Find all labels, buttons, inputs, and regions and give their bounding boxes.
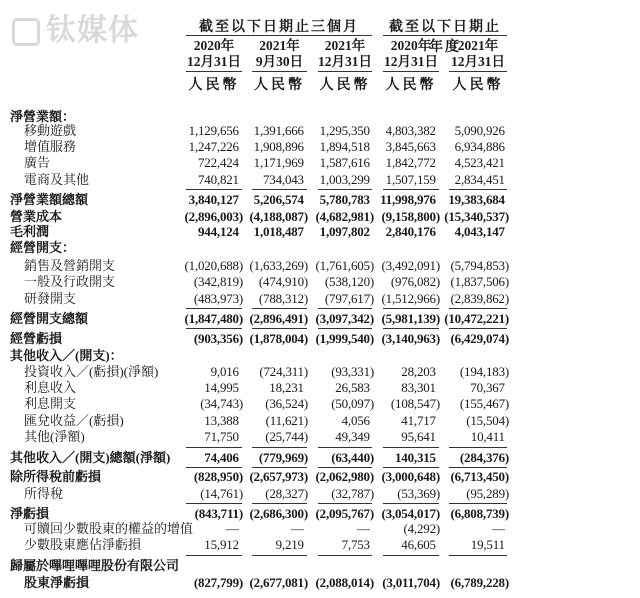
row-value: (903,356) [193,331,243,346]
row-value: (2,095,767) [315,506,374,521]
column-currency: 人民幣 [254,78,305,93]
table-row [0,172,640,188]
row-value: (15,504) [466,413,509,428]
row-value: 74,406 [204,450,239,465]
row-value: 3,840,127 [188,192,239,207]
row-value: (976,082) [390,274,440,289]
table-row [0,240,640,256]
row-value: (2,062,980) [315,469,374,484]
row-value: (843,711) [194,506,243,521]
row-value: 13,388 [204,413,239,428]
row-value: 7,753 [341,537,370,552]
row-value: 6,934,886 [454,139,505,154]
row-value: (2,686,300) [249,506,308,521]
row-value: (1,847,480) [184,311,243,326]
divider [318,71,372,72]
divider [252,71,307,72]
row-value: 1,247,226 [188,139,239,154]
row-label: 所得稅 [24,486,64,501]
table-row [0,558,640,574]
table-row [0,537,640,553]
row-value: 944,124 [198,224,239,239]
column-date: 12月31日 [187,54,241,69]
divider [186,467,242,468]
column-date: 9月30日 [255,54,304,69]
row-value: (28,327) [265,486,308,501]
row-label: 其他收入／(開支)總額(淨額) [10,450,171,465]
column-currency: 人民幣 [188,78,240,93]
divider [252,555,307,556]
row-value: (3,000,648) [381,469,440,484]
row-label: 歸屬於嗶哩嗶哩股份有限公司 [10,558,180,573]
row-label: 淨虧損 [10,506,50,521]
row-label: 淨營業額總額 [10,192,89,207]
divider [383,308,439,309]
row-value: 49,349 [335,429,370,444]
row-value: (5,981,139) [381,311,440,326]
table-row [0,224,640,240]
table-row [0,396,640,412]
row-value: — [226,521,239,536]
row-label: 毛利潤 [10,224,50,239]
row-value: 83,301 [401,380,436,395]
divider [449,328,507,329]
column-header [252,38,307,70]
row-value: (32,787) [331,486,374,501]
row-value: 19,511 [470,537,505,552]
table-row [0,291,640,307]
divider [186,189,242,190]
row-label: 一般及行政開支 [24,274,116,289]
row-value: (538,120) [324,274,374,289]
row-label: 營業成本 [10,209,63,224]
row-value: (779,969) [258,450,308,465]
row-value: (6,808,739) [450,506,509,521]
row-value: (4,188,087) [249,209,308,224]
divider [449,447,507,448]
divider [252,467,307,468]
row-value: (2,088,014) [315,575,374,590]
row-value: 1,295,350 [319,123,370,138]
row-value: (3,097,342) [315,311,374,326]
row-label: 股東淨虧損 [24,575,90,590]
row-value: (1,512,966) [381,291,440,306]
row-value: (34,743) [200,396,243,411]
row-value: (342,819) [193,274,243,289]
row-value: — [492,521,505,536]
row-value: (1,837,506) [450,274,509,289]
row-value: (5,794,853) [450,258,509,273]
column-year: 2021年 [324,38,366,53]
divider [186,71,242,72]
row-label: 其他(淨額) [24,429,85,444]
column-year: 2020年 [390,38,432,53]
watermark-logo: 钛媒体 [12,14,139,48]
table-row [0,575,640,591]
row-value: (1,020,688) [184,258,243,273]
column-date: 12月31日 [384,54,438,69]
row-value: 11,998,976 [380,192,436,207]
row-value: 71,750 [204,429,239,444]
row-value: 140,315 [395,450,436,465]
divider [186,447,242,448]
row-value: (14,761) [200,486,243,501]
divider [186,503,242,504]
table-row [0,364,640,380]
row-label: 其他收入／(開支)： [10,348,123,363]
row-value: 19,383,684 [448,192,505,207]
row-value: 9,016 [210,364,239,379]
table-row [0,123,640,139]
row-value: 1,129,656 [188,123,239,138]
column-currency: 人民幣 [385,78,437,93]
row-value: (1,761,605) [315,258,374,273]
row-value: (3,011,704) [382,575,440,590]
row-value: (6,713,450) [450,469,509,484]
row-value: 14,995 [204,380,239,395]
row-value: 4,523,421 [454,155,505,170]
row-value: (483,973) [193,291,243,306]
row-label: 增值服務 [24,139,77,154]
divider [383,467,439,468]
row-value: 4,043,147 [454,224,505,239]
row-value: 5,206,574 [253,192,304,207]
divider [383,447,439,448]
row-value: (474,910) [258,274,308,289]
row-value: 26,583 [335,380,370,395]
group-header-three-months: 截至以下日期止三個月 [199,20,359,35]
divider [252,503,307,504]
row-value: (6,789,228) [450,575,509,590]
row-value: (2,657,973) [249,469,308,484]
table-row [0,413,640,429]
divider [449,503,507,504]
row-value: (4,292) [403,521,440,536]
table-row [0,521,640,537]
divider [252,328,307,329]
row-value: 18,231 [269,380,304,395]
row-value: (828,950) [193,469,243,484]
row-value: (63,440) [331,450,374,465]
column-header [383,38,439,70]
divider [186,35,372,36]
row-value: (108,547) [390,396,440,411]
divider [449,189,507,190]
divider [186,328,242,329]
row-label: 利息收入 [24,380,77,395]
row-label: 少數股東應佔淨虧損 [24,537,142,552]
row-label: 可贖回少數股東的權益的增值 [24,521,194,536]
divider [318,328,372,329]
table-row [0,429,640,445]
column-year: 2021年 [457,38,499,53]
row-label: 除所得稅前虧損 [10,469,102,484]
row-value: (93,331) [331,364,374,379]
column-header [318,38,372,70]
row-value: (50,097) [331,396,374,411]
table-row [0,311,640,327]
row-value: (827,799) [193,575,243,590]
row-value: 1,894,518 [319,139,370,154]
divider [186,308,242,309]
divider [383,189,439,190]
divider [383,71,439,72]
divider [383,503,439,504]
row-value: (3,492,091) [381,258,440,273]
column-header [186,38,242,70]
row-label: 投資收入／(虧損)(淨額) [24,364,159,379]
divider [318,503,372,504]
row-value: 1,171,969 [253,155,304,170]
table-row [0,192,640,208]
table-row [0,155,640,171]
row-value: 4,056 [341,413,370,428]
column-currency: 人民幣 [319,78,371,93]
row-value: 2,840,176 [385,224,436,239]
divider [383,555,439,556]
row-value: (2,677,081) [249,575,308,590]
row-value: (11,621) [265,413,308,428]
row-value: 10,411 [470,429,505,444]
row-value: 1,391,666 [253,123,304,138]
row-value: 9,219 [275,537,304,552]
row-value: — [357,521,370,536]
table-row [0,209,640,225]
row-value: 5,780,783 [319,192,370,207]
row-value: (194,183) [459,364,509,379]
table-row [0,450,640,466]
row-value: 1,003,299 [319,172,370,187]
row-value: (3,054,017) [381,506,440,521]
divider [252,447,307,448]
row-label: 廣告 [24,155,51,170]
column-currency: 人民幣 [452,78,504,93]
row-value: (155,467) [459,396,509,411]
row-value: (797,617) [324,291,374,306]
row-value: 722,424 [198,155,239,170]
row-value: (15,340,537) [444,209,509,224]
divider [449,71,507,72]
row-label: 經營開支： [10,240,76,255]
row-value: (2,839,862) [450,291,509,306]
row-value: 734,043 [263,172,304,187]
divider [383,328,439,329]
row-value: (3,140,963) [381,331,440,346]
divider [186,555,242,556]
row-value: 95,641 [401,429,436,444]
row-value: 3,845,663 [385,139,436,154]
table-row [0,506,640,522]
divider [449,467,507,468]
row-value: (284,376) [459,450,509,465]
divider [252,308,307,309]
column-year: 2020年 [193,38,235,53]
table-row [0,486,640,502]
row-value: (2,896,491) [249,311,308,326]
row-value: (724,311) [259,364,308,379]
table-row [0,139,640,155]
row-value: 46,605 [401,537,436,552]
row-value: (10,472,221) [444,311,509,326]
row-label: 經營開支總額 [10,311,89,326]
row-value: 1,587,616 [319,155,370,170]
divider [383,35,507,36]
row-label: 移動遊戲 [24,123,77,138]
row-value: (25,744) [265,429,308,444]
row-value: 1,842,772 [385,155,436,170]
row-label: 銷售及營銷開支 [24,258,116,273]
row-value: (6,429,074) [450,331,509,346]
row-value: 15,912 [204,537,239,552]
row-value: 1,097,802 [319,224,370,239]
row-value: (36,524) [265,396,308,411]
divider [318,447,372,448]
divider [318,555,372,556]
row-label: 淨營業額： [10,109,76,124]
table-row [0,331,640,347]
group-header-year: 截至以下日期止年度 [389,20,501,55]
row-label: 匯兌收益／(虧損) [24,413,124,428]
row-value: — [291,521,304,536]
table-row [0,348,640,364]
row-value: (788,312) [258,291,308,306]
row-value: (1,633,269) [249,258,308,273]
row-value: 740,821 [198,172,239,187]
divider [318,467,372,468]
row-label: 電商及其他 [24,172,90,187]
column-date: 12月31日 [451,54,505,69]
row-value: (9,158,800) [381,209,440,224]
divider [318,308,372,309]
row-value: 41,717 [401,413,436,428]
row-value: (1,878,004) [249,331,308,346]
row-value: 1,018,487 [253,224,304,239]
table-row [0,274,640,290]
divider [449,555,507,556]
row-label: 利息開支 [24,396,77,411]
column-header [449,38,507,70]
divider [449,308,507,309]
row-value: (53,369) [397,486,440,501]
row-value: (4,682,981) [315,209,374,224]
column-date: 12月31日 [318,54,372,69]
row-value: 28,203 [401,364,436,379]
table-row [0,380,640,396]
row-label: 經營虧損 [10,331,63,346]
row-value: 1,908,896 [253,139,304,154]
row-value: (95,289) [466,486,509,501]
divider [252,189,307,190]
row-value: (2,896,003) [184,209,243,224]
row-value: 2,834,451 [454,172,505,187]
column-year: 2021年 [259,38,300,53]
row-value: 4,803,382 [385,123,436,138]
row-value: (1,999,540) [315,331,374,346]
table-row [0,469,640,485]
row-label: 研發開支 [24,291,77,306]
table-row [0,258,640,274]
row-value: 5,090,926 [454,123,505,138]
divider [318,189,372,190]
row-value: 1,507,159 [385,172,436,187]
row-value: 70,367 [470,380,505,395]
